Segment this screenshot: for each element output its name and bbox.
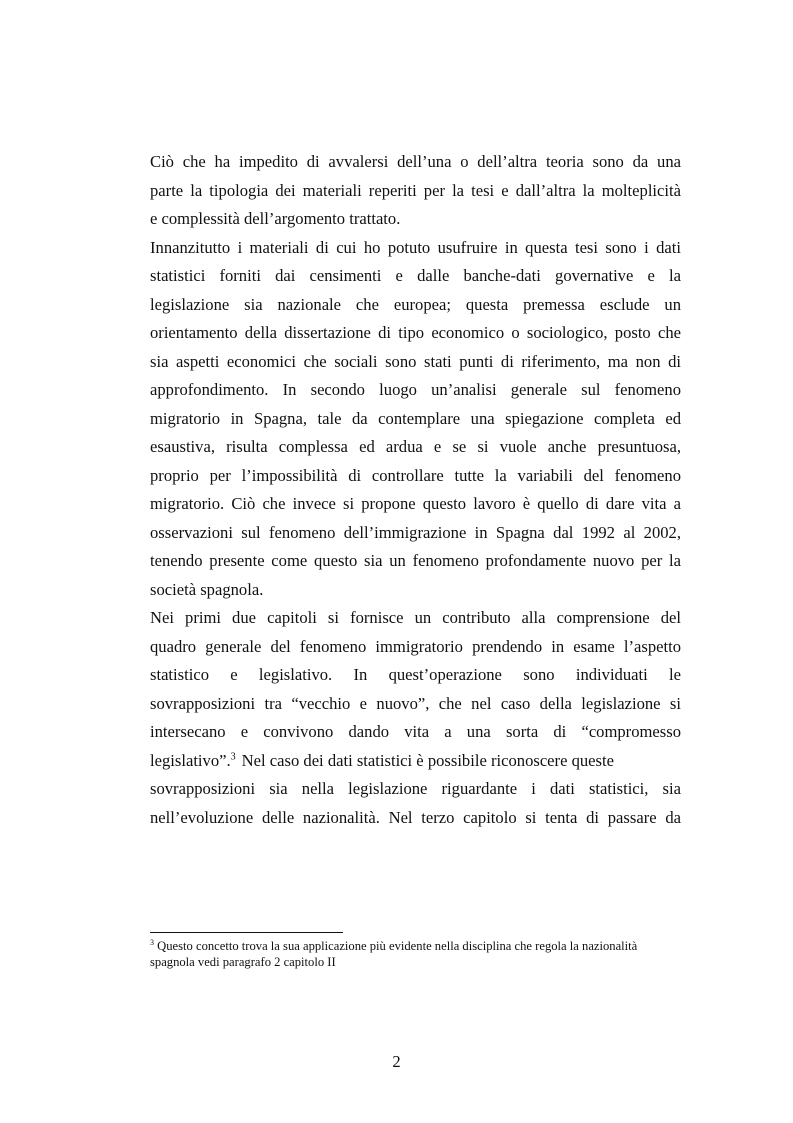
text-line: osservazioni sul fenomeno dell’immigrazione in Spagna dal 1992 al 2002,: [150, 522, 681, 542]
text-line: quadro generale del fenomeno immigratorio prendendo in esame l’aspetto: [150, 636, 681, 656]
text-line: Ciò che ha impedito di avvalersi dell’una o dell’altra teoria sono da una: [150, 152, 681, 171]
text-line: nell’evoluzione delle nazionalità. Nel terzo capitolo si tenta di passare da: [150, 807, 681, 827]
footnote-divider: [150, 932, 343, 933]
text-line: orientamento della dissertazione di tipo economico o sociologico, posto che: [150, 323, 681, 342]
text-line: migratorio. Ciò che invece si propone questo lavoro è quello di dare vita a: [150, 494, 681, 513]
footnote-line: [150, 938, 690, 954]
text-line: Innanzitutto i materiali di cui ho potuto usufruire in questa tesi sono i dati: [150, 237, 681, 257]
footnote-line: spagnola vedi paragrafo 2 capitolo II: [150, 955, 336, 969]
text-line: sia aspetti economici che sociali sono stati punti di riferimento, ma non di: [150, 351, 681, 371]
text-line: proprio per l’impossibilità di controllare tutte la variabili del fenomeno: [150, 465, 681, 485]
text-line: tenendo presente come questo sia un fenomeno profondamente nuovo per la: [150, 551, 681, 570]
text-line: migratorio in Spagna, tale da contemplare una spiegazione completa ed: [150, 408, 681, 428]
text-segment: Nel caso dei dati statistici è possibile riconoscere queste: [241, 750, 614, 770]
text-line: statistico e legislativo. In quest’operazione sono individuati le: [150, 665, 681, 684]
text-line: sovrapposizioni tra “vecchio e nuovo”, che nel caso della legislazione si: [150, 693, 681, 713]
text-line: società spagnola.: [150, 579, 264, 599]
text-line: approfondimento. In secondo luogo un’analisi generale sul fenomeno: [150, 380, 681, 399]
text-line: legislazione sia nazionale che europea; questa premessa esclude un: [150, 294, 681, 314]
text-line: intersecano e convivono dando vita a una sorta di “compromesso: [150, 722, 681, 741]
footnote-number: 3: [150, 937, 154, 947]
footnote: [150, 938, 690, 970]
page-number: 2: [392, 1052, 401, 1071]
text-line: parte la tipologia dei materiali reperiti per la tesi e dall’altra la molteplicità: [150, 180, 681, 200]
text-line: Nei primi due capitoli si fornisce un contributo alla comprensione del: [150, 608, 681, 627]
text-line: esaustiva, risulta complessa ed ardua e se si vuole anche presuntuosa,: [150, 437, 681, 456]
text-line: e complessità dell’argomento trattato.: [150, 209, 401, 228]
footnote-reference[interactable]: 3: [230, 750, 236, 762]
text-segment: legislativo”.: [150, 750, 231, 770]
text-line: sovrapposizioni sia nella legislazione riguardante i dati statistici, sia: [150, 779, 681, 798]
text-line-with-footnote: [150, 747, 681, 776]
body-text: [150, 148, 681, 832]
footnote-text: Questo concetto trova la sua applicazione più evidente nella disciplina che regola la nazionalità: [154, 939, 638, 953]
text-line: statistici forniti dai censimenti e dalle banche-dati governative e la: [150, 266, 681, 285]
